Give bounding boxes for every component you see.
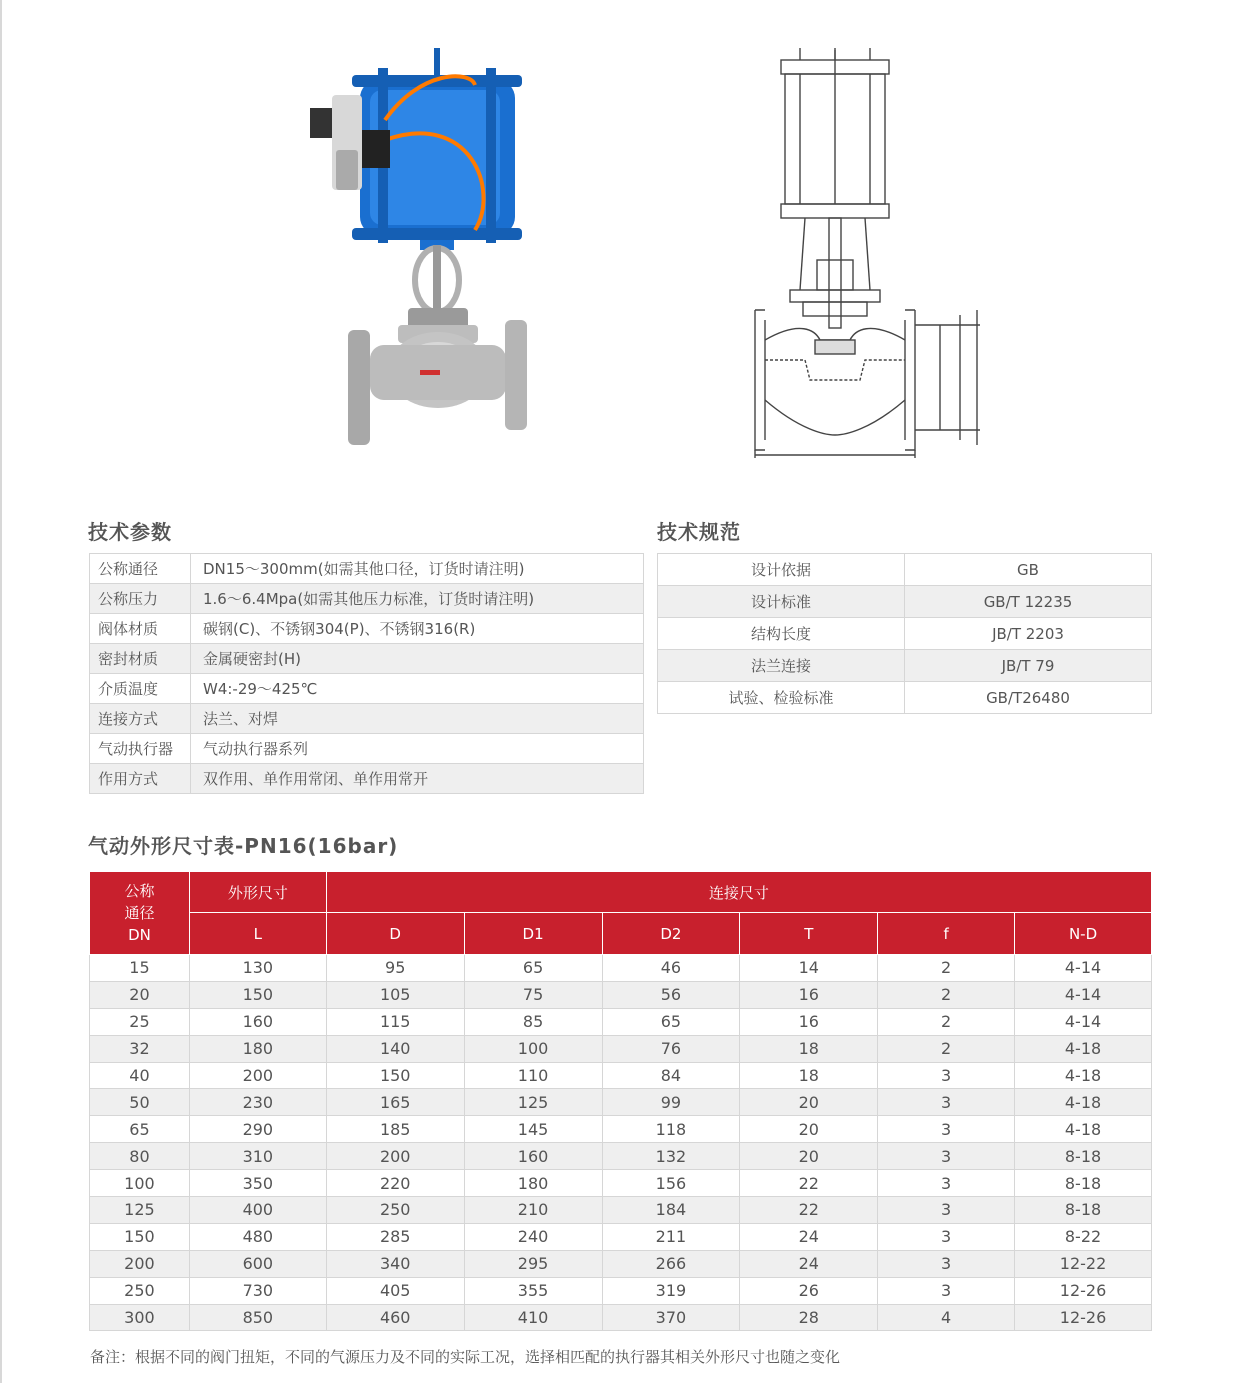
table-cell: 3 [878,1277,1015,1304]
param-label: 介质温度 [90,674,191,704]
header-col-f: f [878,913,1015,955]
valve-technical-drawing [745,40,995,460]
table-cell: 370 [602,1304,740,1331]
table-cell: 200 [189,1062,326,1089]
table-cell: 4-18 [1015,1035,1152,1062]
dims-title: 气动外形尺寸表-PN16(16bar) [88,834,399,858]
table-cell: 480 [189,1223,326,1250]
table-row [90,1250,1152,1277]
table-cell: 84 [602,1062,740,1089]
table-row [90,1143,1152,1170]
table-cell: 95 [326,955,464,982]
table-cell: 3 [878,1116,1015,1143]
params-title: 技术参数 [88,520,172,544]
table-cell: 211 [602,1223,740,1250]
table-cell: 12-26 [1015,1304,1152,1331]
valve-photo [300,40,535,460]
header-col-T: T [740,913,878,955]
table-cell: 4-14 [1015,981,1152,1008]
table-cell: 125 [90,1197,190,1224]
header-connect-size: 连接尺寸 [326,872,1151,913]
table-cell: 3 [878,1143,1015,1170]
table-cell: 65 [602,1008,740,1035]
param-value: 碳钢(C)、不锈钢304(P)、不锈钢316(R) [191,614,644,644]
table-cell: 250 [90,1277,190,1304]
table-cell: 3 [878,1170,1015,1197]
table-cell: 8-18 [1015,1197,1152,1224]
header-col-D2: D2 [602,913,740,955]
table-cell: 15 [90,955,190,982]
page-edge-rule [0,0,2,1383]
table-cell: 25 [90,1008,190,1035]
table-cell: 145 [464,1116,602,1143]
table-cell: 18 [740,1062,878,1089]
table-cell: 12-22 [1015,1250,1152,1277]
table-cell: 65 [464,955,602,982]
header-col-N-D: N-D [1015,913,1152,955]
table-cell: 18 [740,1035,878,1062]
table-cell: 140 [326,1035,464,1062]
table-row [90,764,644,794]
table-cell: 99 [602,1089,740,1116]
spec-label: 结构长度 [658,618,905,650]
table-row [658,554,1152,586]
table-cell: 185 [326,1116,464,1143]
table-cell: 110 [464,1062,602,1089]
table-cell: 319 [602,1277,740,1304]
table-row [90,644,644,674]
table-cell: 4-18 [1015,1089,1152,1116]
table-cell: 2 [878,981,1015,1008]
table-cell: 230 [189,1089,326,1116]
table-cell: 3 [878,1250,1015,1277]
spec-value: GB/T26480 [905,682,1152,714]
table-cell: 3 [878,1197,1015,1224]
table-cell: 100 [464,1035,602,1062]
table-cell: 65 [90,1116,190,1143]
table-cell: 4-18 [1015,1062,1152,1089]
table-cell: 32 [90,1035,190,1062]
table-cell: 220 [326,1170,464,1197]
table-cell: 200 [326,1143,464,1170]
header-col-L: L [189,913,326,955]
spec-value: JB/T 2203 [905,618,1152,650]
table-cell: 4-14 [1015,1008,1152,1035]
table-cell: 16 [740,981,878,1008]
table-cell: 180 [189,1035,326,1062]
header-dn-line3: DN [128,926,151,944]
table-cell: 3 [878,1089,1015,1116]
table-cell: 118 [602,1116,740,1143]
spec-value: JB/T 79 [905,650,1152,682]
table-cell: 340 [326,1250,464,1277]
table-cell: 105 [326,981,464,1008]
table-cell: 22 [740,1197,878,1224]
table-row [90,981,1152,1008]
header-dn-line1: 公称 [124,882,155,900]
spec-label: 试验、检验标准 [658,682,905,714]
table-cell: 4-14 [1015,955,1152,982]
param-value: 双作用、单作用常闭、单作用常开 [191,764,644,794]
table-cell: 165 [326,1089,464,1116]
table-row [658,650,1152,682]
table-row [90,614,644,644]
param-label: 作用方式 [90,764,191,794]
table-cell: 76 [602,1035,740,1062]
table-cell: 12-26 [1015,1277,1152,1304]
header-dn [90,872,190,955]
table-cell: 180 [464,1170,602,1197]
table-cell: 350 [189,1170,326,1197]
param-label: 连接方式 [90,704,191,734]
header-dn-line2: 通径 [124,904,155,922]
spec-title: 技术规范 [657,520,741,544]
table-cell: 2 [878,1008,1015,1035]
table-row [90,554,644,584]
table-cell: 285 [326,1223,464,1250]
param-value: DN15～300mm(如需其他口径，订货时请注明) [191,554,644,584]
table-cell: 240 [464,1223,602,1250]
table-row [90,584,644,614]
table-cell: 405 [326,1277,464,1304]
table-cell: 14 [740,955,878,982]
param-label: 气动执行器 [90,734,191,764]
table-row [90,1170,1152,1197]
param-value: 金属硬密封(H) [191,644,644,674]
table-row [90,1277,1152,1304]
table-cell: 115 [326,1008,464,1035]
table-row [90,1304,1152,1331]
table-cell: 160 [189,1008,326,1035]
table-cell: 40 [90,1062,190,1089]
param-value: 法兰、对焊 [191,704,644,734]
table-cell: 20 [90,981,190,1008]
spec-value: GB [905,554,1152,586]
table-cell: 410 [464,1304,602,1331]
table-cell: 400 [189,1197,326,1224]
table-cell: 20 [740,1089,878,1116]
table-cell: 24 [740,1223,878,1250]
table-row [90,1062,1152,1089]
param-value: 1.6～6.4Mpa(如需其他压力标准，订货时请注明) [191,584,644,614]
table-row [90,1035,1152,1062]
table-row [658,682,1152,714]
table-cell: 160 [464,1143,602,1170]
param-value: W4:-29～425℃ [191,674,644,704]
footnote: 备注：根据不同的阀门扭矩，不同的气源压力及不同的实际工况，选择相匹配的执行器其相关外形尺寸也随之变化 [90,1348,841,1366]
table-cell: 26 [740,1277,878,1304]
table-row [90,734,644,764]
table-row [90,1223,1152,1250]
table-cell: 100 [90,1170,190,1197]
table-cell: 460 [326,1304,464,1331]
header-outer-size: 外形尺寸 [189,872,326,913]
table-cell: 300 [90,1304,190,1331]
table-cell: 16 [740,1008,878,1035]
table-cell: 80 [90,1143,190,1170]
table-cell: 2 [878,955,1015,982]
table-cell: 2 [878,1035,1015,1062]
dims-table-body [90,955,1152,1331]
spec-label: 法兰连接 [658,650,905,682]
param-label: 阀体材质 [90,614,191,644]
table-cell: 4 [878,1304,1015,1331]
table-row [90,1116,1152,1143]
table-cell: 150 [90,1223,190,1250]
table-cell: 266 [602,1250,740,1277]
table-cell: 50 [90,1089,190,1116]
table-cell: 46 [602,955,740,982]
table-cell: 150 [189,981,326,1008]
spec-label: 设计依据 [658,554,905,586]
table-cell: 355 [464,1277,602,1304]
table-cell: 290 [189,1116,326,1143]
table-cell: 210 [464,1197,602,1224]
table-cell: 850 [189,1304,326,1331]
table-cell: 8-18 [1015,1170,1152,1197]
table-row [90,1197,1152,1224]
table-cell: 250 [326,1197,464,1224]
table-cell: 28 [740,1304,878,1331]
param-value: 气动执行器系列 [191,734,644,764]
spec-label: 设计标准 [658,586,905,618]
table-cell: 125 [464,1089,602,1116]
table-cell: 3 [878,1062,1015,1089]
table-cell: 730 [189,1277,326,1304]
table-row [658,618,1152,650]
table-row [90,674,644,704]
table-cell: 310 [189,1143,326,1170]
table-cell: 8-22 [1015,1223,1152,1250]
table-cell: 600 [189,1250,326,1277]
param-label: 公称通径 [90,554,191,584]
table-cell: 200 [90,1250,190,1277]
table-row [658,586,1152,618]
table-row [90,1089,1152,1116]
table-cell: 4-18 [1015,1116,1152,1143]
table-row [90,1008,1152,1035]
spec-table [657,553,1152,714]
table-cell: 75 [464,981,602,1008]
table-cell: 295 [464,1250,602,1277]
header-col-D: D [326,913,464,955]
table-cell: 156 [602,1170,740,1197]
table-cell: 184 [602,1197,740,1224]
table-cell: 20 [740,1116,878,1143]
table-row [90,704,644,734]
spec-value: GB/T 12235 [905,586,1152,618]
table-cell: 20 [740,1143,878,1170]
table-cell: 8-18 [1015,1143,1152,1170]
table-row [90,955,1152,982]
table-cell: 132 [602,1143,740,1170]
table-cell: 24 [740,1250,878,1277]
table-cell: 150 [326,1062,464,1089]
table-cell: 56 [602,981,740,1008]
table-cell: 22 [740,1170,878,1197]
header-col-D1: D1 [464,913,602,955]
table-cell: 3 [878,1223,1015,1250]
params-table [89,553,644,794]
param-label: 公称压力 [90,584,191,614]
param-label: 密封材质 [90,644,191,674]
table-cell: 85 [464,1008,602,1035]
table-cell: 130 [189,955,326,982]
dims-table [89,871,1152,1331]
